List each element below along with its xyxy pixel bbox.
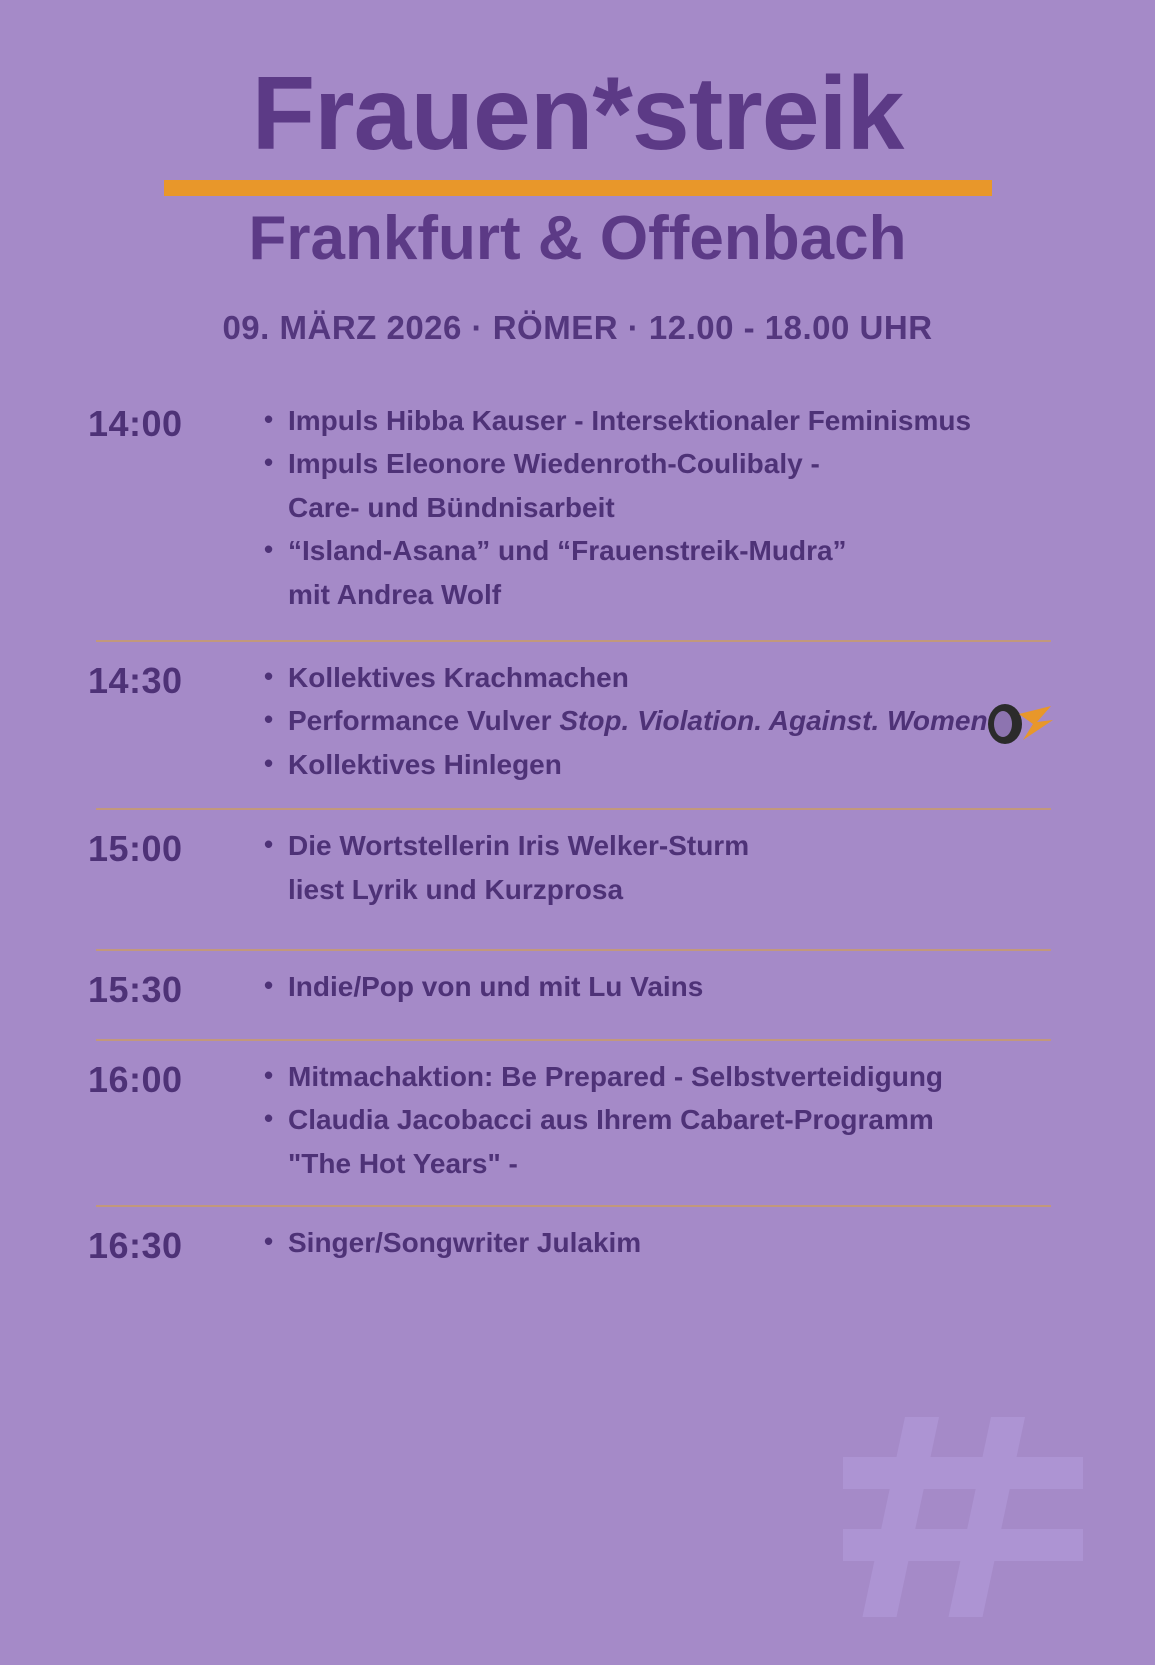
section-divider (96, 640, 1051, 642)
title-underline-rule (164, 180, 992, 196)
slot-items (258, 656, 1059, 786)
megaphone-noise-icon (979, 700, 1065, 752)
list-item-text: Singer/Songwriter Julakim (288, 1227, 642, 1259)
list-item (264, 1055, 1059, 1098)
bullet-icon: • (264, 447, 274, 478)
list-item-text: Die Wortstellerin Iris Welker-Sturm liest Lyrik und Kurzprosa (288, 830, 750, 905)
slot-time: 15:00 (88, 828, 183, 870)
slot-time: 14:30 (88, 660, 183, 702)
slot-items (258, 1221, 1059, 1264)
schedule-slot (88, 810, 1059, 911)
schedule-slot (88, 1207, 1059, 1267)
schedule-slot (88, 951, 1059, 1011)
section-divider (96, 1039, 1051, 1041)
list-item (264, 442, 1059, 529)
event-date-location: 09. MÄRZ 2026 · RÖMER · 12.00 - 18.00 UHR (222, 309, 933, 347)
bullet-icon: • (264, 661, 274, 692)
bullet-icon: • (264, 404, 274, 435)
slot-items (258, 399, 1059, 616)
bullet-icon: • (264, 1226, 274, 1257)
list-item-text: Claudia Jacobacci aus Ihrem Cabaret-Programm "The Hot Years" - (288, 1104, 934, 1179)
list-item-text: Kollektives Hinlegen (288, 748, 562, 780)
slot-items (258, 824, 1059, 911)
list-item-text-italic: Stop. Violation. Against. Women (559, 705, 988, 737)
slot-time: 16:30 (88, 1225, 183, 1267)
list-item-text-plain: Performance Vulver (288, 705, 560, 737)
list-item-text: Impuls Hibba Kauser - Intersektionaler Feminismus (288, 405, 972, 437)
bullet-icon: • (264, 970, 274, 1000)
schedule-slot (88, 1041, 1059, 1185)
slot-time: 15:30 (88, 969, 183, 1010)
page-subtitle: Frankfurt & Offenbach (248, 204, 907, 273)
list-item-text: Mitmachaktion: Be Prepared - Selbstverteidigung (288, 1061, 944, 1092)
poster-header (0, 0, 1155, 347)
schedule-slot (88, 385, 1059, 616)
list-item-text: Impuls Eleonore Wiedenroth-Coulibaly - Care- und Bündnisarbeit (288, 448, 820, 523)
slot-time: 16:00 (88, 1059, 183, 1100)
list-item (264, 699, 1059, 742)
slot-items (258, 965, 1059, 1008)
list-item (264, 965, 1059, 1008)
list-item-text: Indie/Pop von und mit Lu Vains (288, 971, 704, 1002)
bullet-icon: • (264, 704, 274, 735)
list-item-text: Kollektives Krachmachen (288, 662, 629, 694)
bullet-icon: • (264, 1103, 274, 1134)
bullet-icon: • (264, 747, 274, 778)
list-item (264, 1098, 1059, 1185)
list-item (264, 656, 1059, 699)
list-item (264, 529, 1059, 616)
hash-icon (843, 1417, 1083, 1617)
section-divider (96, 949, 1051, 951)
schedule-list (0, 385, 1155, 1267)
schedule-slot (88, 642, 1059, 786)
slot-time: 14:00 (88, 403, 183, 445)
section-divider (96, 1205, 1051, 1207)
list-item (264, 824, 1059, 911)
bullet-icon: • (264, 829, 274, 860)
list-item (264, 399, 1059, 442)
section-divider (96, 808, 1051, 810)
bullet-icon: • (264, 1060, 274, 1090)
list-item-text: “Island-Asana” und “Frauenstreik-Mudra” mit Andrea Wolf (288, 535, 847, 610)
list-item (264, 743, 1059, 786)
list-item-text (288, 699, 1059, 742)
page-title: Frauen*streik (251, 56, 904, 172)
slot-items (258, 1055, 1059, 1185)
list-item (264, 1221, 1059, 1264)
bullet-icon: • (264, 534, 274, 565)
